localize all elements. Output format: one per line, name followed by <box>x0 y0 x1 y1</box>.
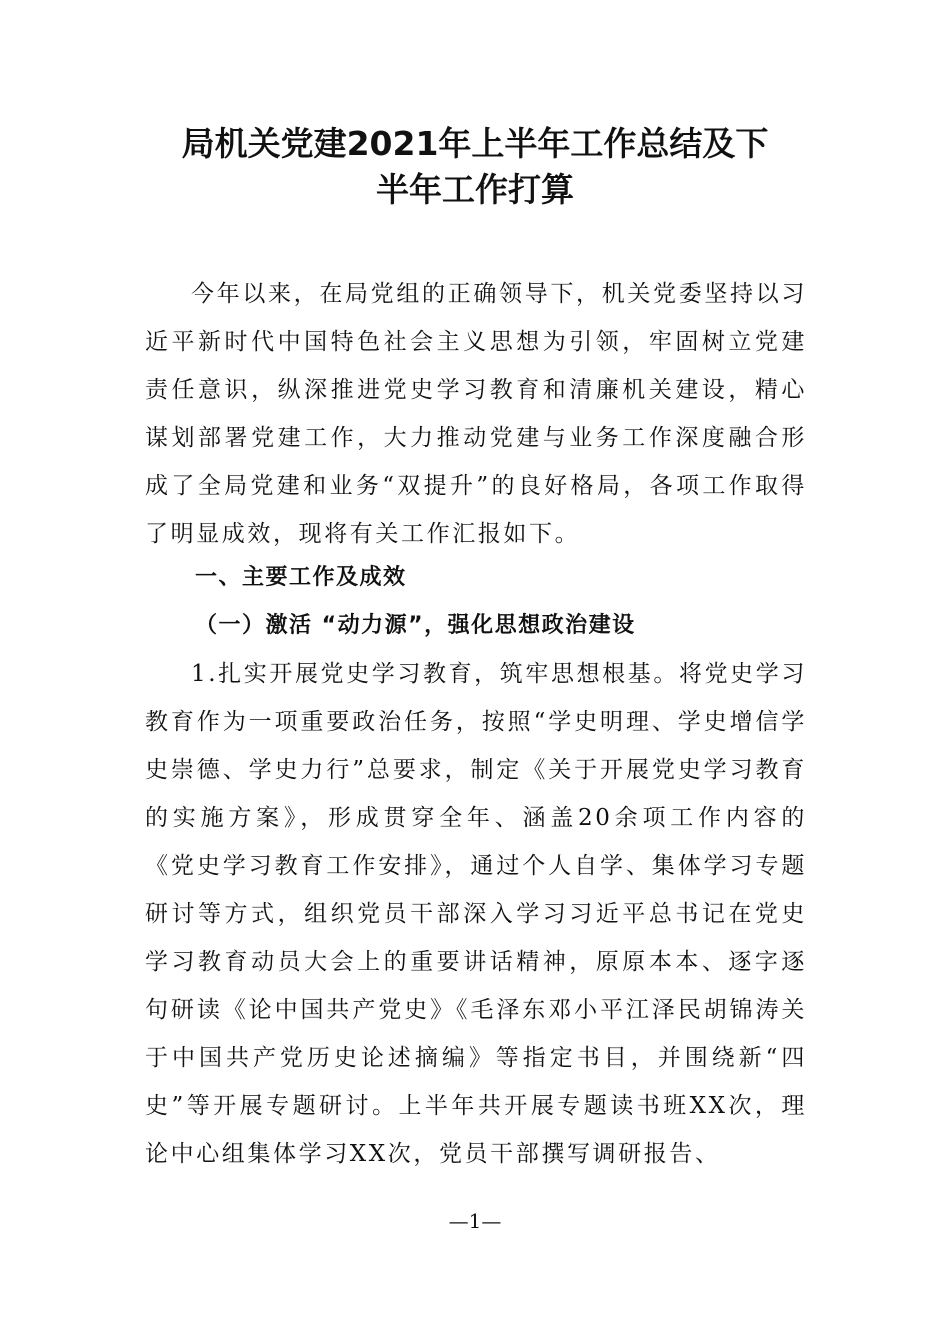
document-title-line-1: 局机关党建2021年上半年工作总结及下 <box>181 124 769 163</box>
party-history-paragraph <box>145 650 807 1178</box>
party-history-paragraph-text: 1.扎实开展党史学习教育，筑牢思想根基。将党史学习教育作为一项重要政治任务，按照“学史明理、学史增信学史崇德、学史力行”总要求，制定《关于开展党史学习教育的实施方案》，形成贯穿全年、涵盖20余项工作内容的《党史学习教育工作安排》，通过个人自学、集体学习专题研讨等方式，组织党员干部深入学习习近平总书记在党史学习教育动员大会上的重要讲话精神，原原本本、逐字逐句研读《论中国共产党史》《毛泽东邓小平江泽民胡锦涛关于中国共产党历史论述摘编》等指定书目，并围绕新“四史”等开展专题研讨。上半年共开展专题读书班XX次，理论中心组集体学习XX次，党员干部撰写调研报告、 <box>145 661 807 1167</box>
intro-paragraph <box>145 270 807 558</box>
subsection-heading-political-building: （一）激活 “动力源”，强化思想政治建设 <box>195 613 636 638</box>
intro-paragraph-text: 今年以来，在局党组的正确领导下，机关党委坚持以习近平新时代中国特色社会主义思想为引领，牢固树立党建责任意识，纵深推进党史学习教育和清廉机关建设，精心谋划部署党建工作，大力推动党建与业务工作深度融合形成了全局党建和业务“双提升”的良好格局，各项工作取得了明显成效，现将有关工作汇报如下。 <box>145 281 807 547</box>
document-title-line-2: 半年工作打算 <box>376 170 574 209</box>
page-number: —1— <box>448 1209 502 1233</box>
section-heading-main-work: 一、主要工作及成效 <box>195 565 407 590</box>
